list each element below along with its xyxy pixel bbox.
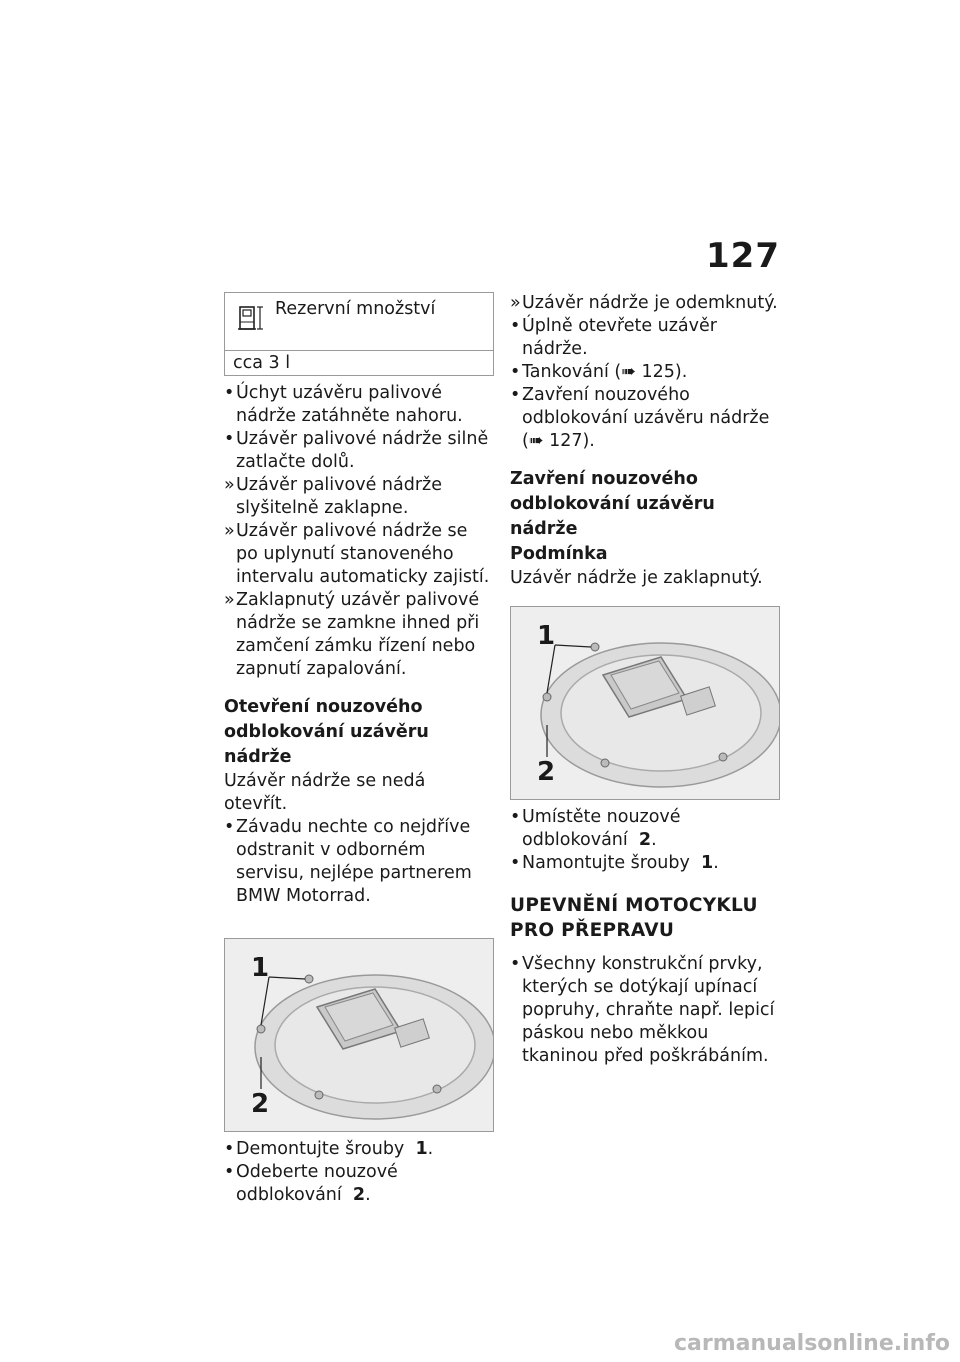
page-ref-arrow-icon: ➠	[621, 362, 642, 382]
left-column	[224, 292, 494, 1207]
reserve-value: cca 3 l	[233, 353, 291, 373]
list-item: • Odeberte nouzové odblokování 2.	[224, 1162, 398, 1205]
condition-heading: Podmínka	[510, 544, 608, 564]
list-item: • Úplně otevřete uzávěr nádrže.	[510, 316, 717, 359]
figure-label-1: 1	[537, 621, 556, 651]
list-item: • Závadu nechte co nejdříve odstranit v odborném servisu, nejlépe partnerem BMW Motorrad.	[224, 817, 472, 906]
heading-open-emergency-release: Otevření nouzového odblokování uzávěru nádrže	[224, 697, 429, 767]
list-item: • Demontujte šrouby 1.	[224, 1139, 434, 1159]
reserve-title: Rezervní množství	[275, 299, 436, 319]
page-ref-arrow-icon: ➠	[528, 431, 550, 451]
figure-label-2: 2	[537, 757, 556, 787]
list-item: • Všechny konstrukční prvky, kterých se dotýkají upínací popruhy, chraňte např. lepicí páskou nebo měkkou tkaninou před poškrábáním.	[510, 954, 775, 1066]
list-item: • Zavření nouzového odblokování uzávěru nádrže (➠ 127).	[510, 385, 770, 451]
list-item: » Uzávěr palivové nádrže slyšitelně zaklapne.	[224, 475, 442, 518]
fuel-cap-figure	[224, 938, 494, 1132]
fuel-reserve-icon	[237, 303, 265, 343]
list-item: • Tankování (➠ 125).	[510, 362, 688, 382]
fuel-cap-figure	[510, 606, 780, 800]
heading-close-emergency-release: Zavření nouzového odblokování uzávěru nádrže	[510, 469, 715, 539]
paragraph-cannot-open: Uzávěr nádrže se nedá otevřít.	[224, 771, 426, 814]
right-column	[510, 292, 780, 1068]
condition-text: Uzávěr nádrže je zaklapnutý.	[510, 568, 763, 588]
list-item: • Namontujte šrouby 1.	[510, 853, 719, 873]
lock-steps-list	[224, 382, 494, 681]
reserve-quantity-box	[224, 292, 494, 376]
page-number: 127	[706, 236, 780, 276]
list-item: » Uzávěr nádrže je odemknutý.	[510, 293, 778, 313]
list-item: » Zaklapnutý uzávěr palivové nádrže se zamkne ihned při zamčení zámku řízení nebo zapnutí zapalování.	[224, 590, 480, 679]
figure-label-1: 1	[251, 953, 270, 983]
list-item: • Uzávěr palivové nádrže silně zatlačte dolů.	[224, 429, 489, 472]
section-title: UPEVNĚNÍ MOTOCYKLU PRO PŘEPRAVU	[510, 895, 758, 941]
watermark: carmanualsonline.info	[674, 1331, 950, 1356]
list-item: • Umístěte nouzové odblokování 2.	[510, 807, 681, 850]
figure-label-2: 2	[251, 1089, 270, 1119]
list-item: • Úchyt uzávěru palivové nádrže zatáhněte nahoru.	[224, 383, 463, 426]
list-item: » Uzávěr palivové nádrže se po uplynutí stanoveného intervalu automaticky zajistí.	[224, 521, 490, 587]
